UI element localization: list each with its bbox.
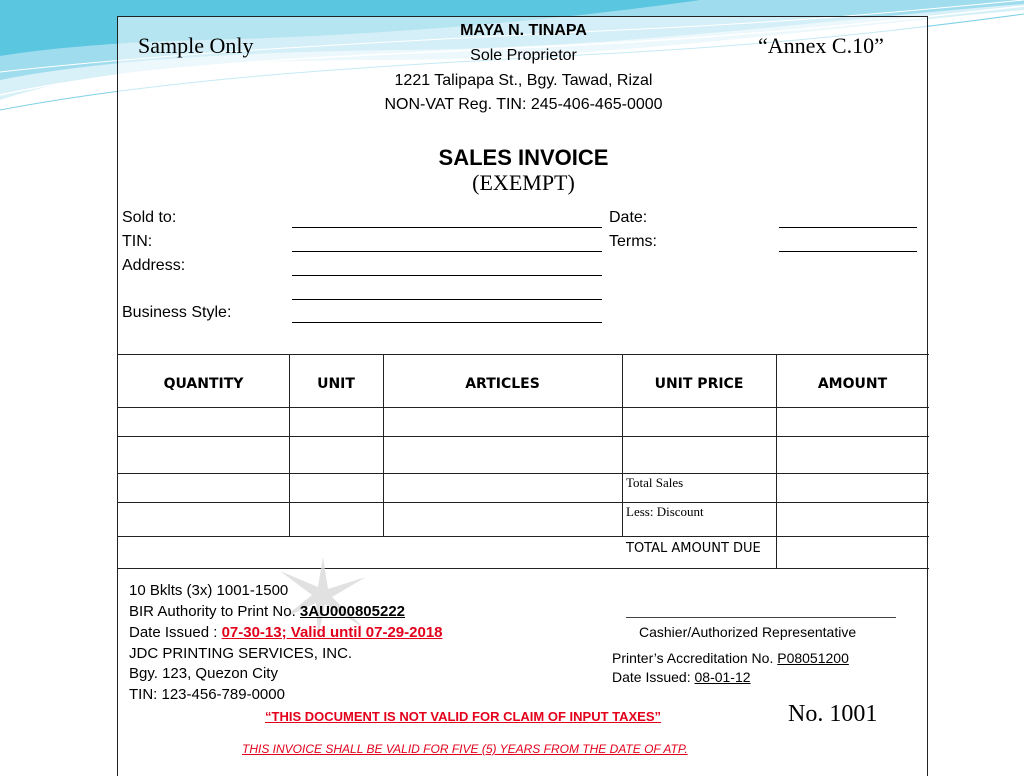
- printer-address: Bgy. 123, Quezon City: [129, 665, 278, 682]
- invoice-form: [117, 16, 928, 776]
- accreditation-value: P08051200: [777, 650, 849, 666]
- total-amount-due-label: TOTAL AMOUNT DUE: [626, 541, 761, 556]
- issued-value: 07-30-13; Valid until 07-29-2018: [221, 624, 443, 641]
- serial-number: No. 1001: [788, 701, 878, 727]
- sample-only-label: Sample Only: [138, 33, 254, 58]
- business-style-label: Business Style:: [122, 304, 232, 321]
- less-discount-label: Less: Discount: [626, 504, 704, 519]
- address-field-2[interactable]: [292, 299, 602, 300]
- issued-line: [129, 624, 443, 641]
- terms-field[interactable]: [779, 251, 917, 252]
- issued-label: Date Issued :: [129, 624, 218, 641]
- accreditation-label: Printer’s Accreditation No.: [612, 650, 774, 666]
- accreditation-line: [612, 650, 849, 666]
- booklets-info: 10 Bklts (3x) 1001-1500: [129, 582, 289, 599]
- col-articles: ARTICLES: [465, 376, 540, 392]
- accreditation-date-line: [612, 669, 751, 685]
- input-tax-notice: “THIS DOCUMENT IS NOT VALID FOR CLAIM OF INPUT TAXES”: [265, 709, 662, 724]
- authority-number: 3AU000805222: [299, 603, 406, 620]
- date-label: Date:: [609, 209, 648, 226]
- col-quantity: QUANTITY: [163, 376, 244, 392]
- business-tin: NON-VAT Reg. TIN: 245-406-465-0000: [384, 96, 663, 113]
- accreditation-date-value: 08-01-12: [694, 669, 751, 685]
- signature-line[interactable]: [626, 617, 896, 618]
- printer-name: JDC PRINTING SERVICES, INC.: [129, 645, 353, 662]
- annex-label: “Annex C.10”: [758, 33, 884, 58]
- authority-line: [129, 603, 405, 620]
- accreditation-date-label: Date Issued:: [612, 669, 691, 685]
- business-style-field[interactable]: [292, 322, 602, 323]
- terms-label: Terms:: [609, 233, 657, 250]
- authority-label: BIR Authority to Print No.: [129, 603, 296, 620]
- printer-tin: TIN: 123-456-789-0000: [129, 686, 285, 703]
- sold-to-label: Sold to:: [122, 209, 177, 226]
- page-title: SALES INVOICE: [438, 145, 609, 170]
- business-type: Sole Proprietor: [470, 47, 577, 64]
- total-sales-label: Total Sales: [626, 475, 684, 490]
- signature-label: Cashier/Authorized Representative: [639, 624, 857, 640]
- tin-label: TIN:: [122, 233, 153, 250]
- tin-field[interactable]: [292, 251, 602, 252]
- page-subtitle: (EXEMPT): [472, 170, 575, 195]
- address-field-1[interactable]: [292, 275, 602, 276]
- address-label: Address:: [122, 257, 186, 274]
- sold-to-field[interactable]: [292, 227, 602, 228]
- business-name: MAYA N. TINAPA: [460, 22, 587, 39]
- col-unit: UNIT: [317, 376, 355, 392]
- col-unit-price: UNIT PRICE: [654, 376, 744, 392]
- validity-notice: THIS INVOICE SHALL BE VALID FOR FIVE (5) YEARS FROM THE DATE OF ATP.: [242, 742, 688, 756]
- date-field[interactable]: [779, 227, 917, 228]
- business-address: 1221 Talipapa St., Bgy. Tawad, Rizal: [394, 72, 653, 89]
- col-amount: AMOUNT: [817, 376, 888, 392]
